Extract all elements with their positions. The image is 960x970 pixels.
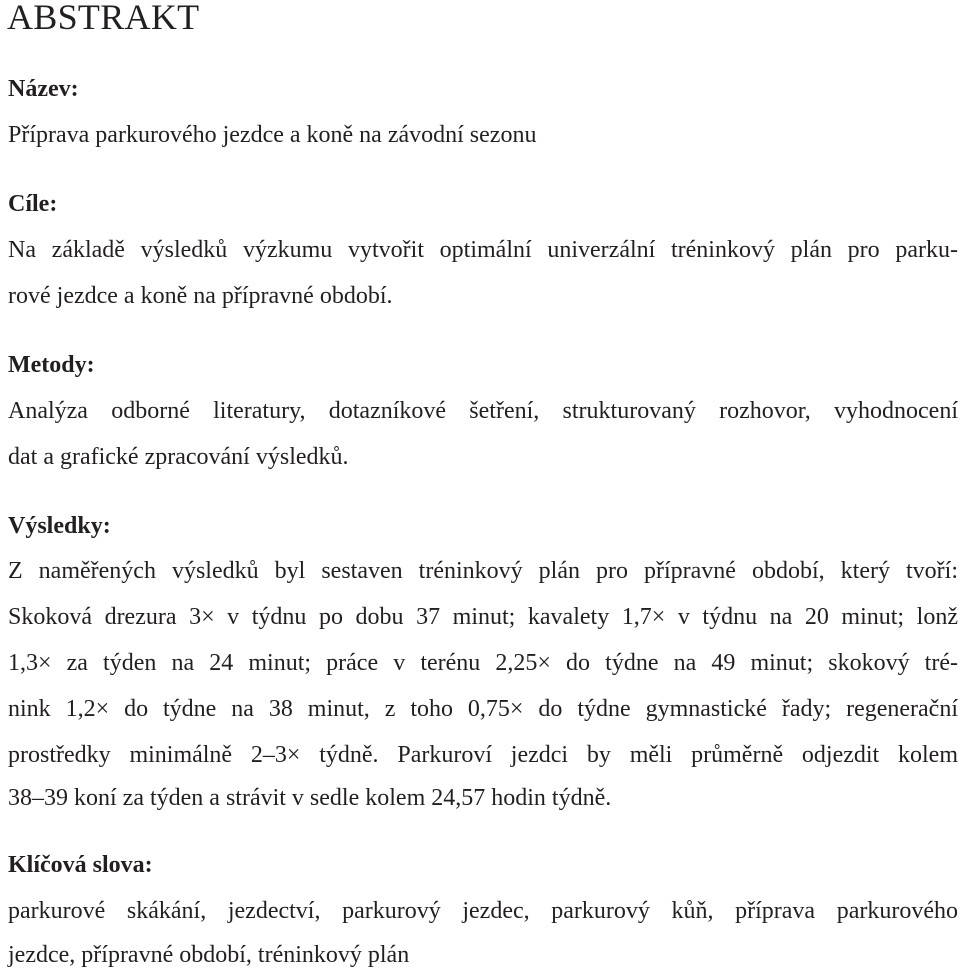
section-text-vysledky-line: 1,3× za týden na 24 minut; práce v terénu 2,25× do týdne na 49 minut; skokový tré-	[8, 650, 958, 676]
section-text-metody-line: dat a grafické zpracování výsledků.	[8, 444, 349, 470]
section-text-nazev: Příprava parkurového jezdce a koně na závodní sezonu	[8, 122, 537, 148]
section-text-vysledky-line: nink 1,2× do týdne na 38 minut, z toho 0,75× do týdne gymnastické řady; regenerační	[8, 696, 958, 722]
section-heading-metody: Metody:	[8, 352, 95, 378]
section-text-klicova-slova-line: jezdce, přípravné období, tréninkový plán	[8, 942, 410, 968]
section-text-cile-line: rové jezdce a koně na přípravné období.	[8, 283, 393, 309]
section-heading-cile: Cíle:	[8, 191, 58, 217]
section-heading-klicova-slova: Klíčová slova:	[8, 852, 153, 878]
section-text-cile-line: Na základě výsledků výzkumu vytvořit optimální univerzální tréninkový plán pro parku-	[8, 237, 958, 263]
section-text-metody-line: Analýza odborné literatury, dotazníkové šetření, strukturovaný rozhovor, vyhodnocení	[8, 398, 958, 424]
section-text-vysledky-line: prostředky minimálně 2–3× týdně. Parkuroví jezdci by měli průměrně odjezdit kolem	[8, 742, 958, 768]
section-text-vysledky-line: Z naměřených výsledků byl sestaven tréninkový plán pro přípravné období, který tvoří:	[8, 558, 958, 584]
page-title: ABSTRAKT	[7, 0, 200, 37]
section-text-vysledky-line: 38–39 koní za týden a strávit v sedle kolem 24,57 hodin týdně.	[8, 785, 612, 811]
section-text-vysledky-line: Skoková drezura 3× v týdnu po dobu 37 minut; kavalety 1,7× v týdnu na 20 minut; lonž	[8, 604, 958, 630]
section-heading-vysledky: Výsledky:	[8, 513, 111, 539]
section-heading-nazev: Název:	[8, 76, 79, 102]
section-text-klicova-slova-line: parkurové skákání, jezdectví, parkurový jezdec, parkurový kůň, příprava parkurového	[8, 898, 958, 924]
